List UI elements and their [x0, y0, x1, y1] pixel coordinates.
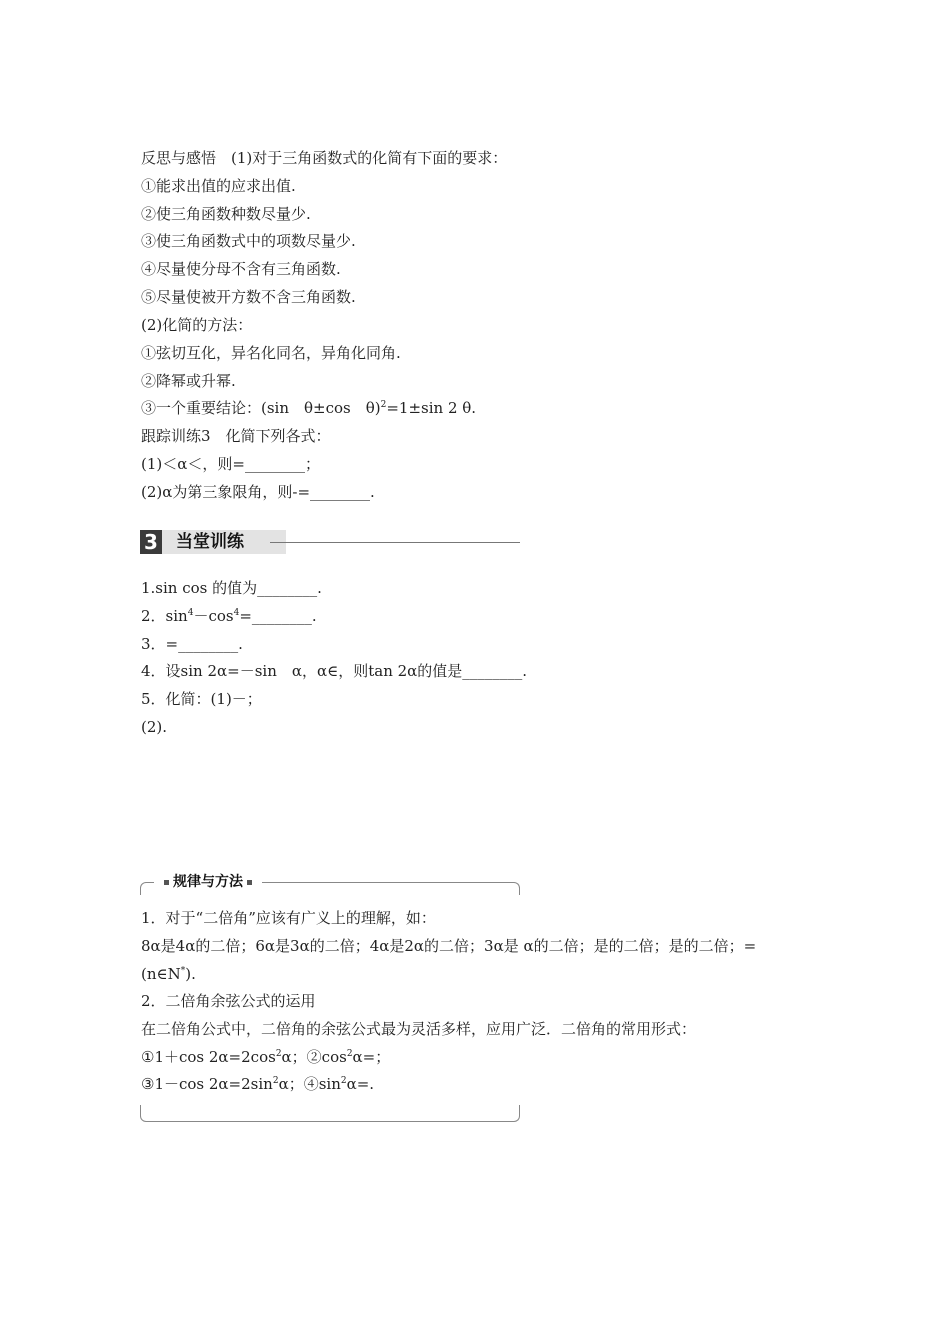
method-title: (2)化简的方法： [141, 316, 253, 334]
section-title: 当堂训练 [176, 532, 244, 552]
formula-line-1 [141, 1047, 390, 1067]
exercise-2-text-end: =________. [239, 607, 317, 625]
square-bullet-icon [164, 880, 169, 885]
formula-line-2 [141, 1074, 374, 1094]
method-3 [141, 398, 476, 418]
formula-1-exponent-2: 2 [346, 1049, 353, 1059]
tracking-question-1: (1)＜α＜，则=________； [141, 455, 320, 473]
tracking-question-2: (2)α为第三象限角，则-=________. [141, 483, 375, 501]
exercise-2-text-mid: －cos [193, 607, 234, 625]
method-3-text-end: =1±sin 2 θ. [386, 399, 477, 417]
formula-1-exponent: 2 [275, 1049, 282, 1059]
rules-box-bottom-border [140, 1105, 520, 1122]
rules-point-1-body [141, 932, 811, 988]
rules-title-text: 规律与方法 [173, 874, 243, 890]
requirement-4: ④尽量使分母不含有三角函数. [141, 260, 341, 278]
requirement-5: ⑤尽量使被开方数不含三角函数. [141, 288, 356, 306]
rules-point-1-text: 8α是4α的二倍；6α是3α的二倍；4α是2α的二倍；3α是 α的二倍；是的二倍；是的二倍；=(n∈N [141, 937, 757, 983]
method-3-text: ③一个重要结论：(sin θ±cos θ) [141, 399, 381, 417]
rules-point-1-text-end: ). [185, 965, 196, 983]
formula-2-exponent-2: 2 [340, 1076, 347, 1086]
section-header [140, 530, 520, 556]
exercise-4: 4．设sin 2α=－sin α，α∈，则tan 2α的值是________. [141, 662, 528, 680]
rules-point-1-title: 1．对于“二倍角”应该有广义上的理解，如： [141, 909, 436, 927]
exercise-2 [141, 606, 317, 626]
formula-1-text-end: α=； [352, 1048, 391, 1066]
formula-1-text-mid: α；②cos [281, 1048, 347, 1066]
rules-point-2-title: 2．二倍角余弦公式的运用 [141, 992, 316, 1010]
reflection-heading: 反思与感悟 (1)对于三角函数式的化简有下面的要求： [141, 149, 508, 167]
exercise-2-text: 2．sin [141, 607, 188, 625]
formula-2-text-end: α=. [346, 1075, 375, 1093]
section-divider [270, 542, 520, 543]
method-1: ①弦切互化，异名化同名，异角化同角. [141, 344, 401, 362]
rules-point-1-superscript: * [180, 966, 186, 976]
formula-1-text: ①1＋cos 2α=2cos [141, 1048, 276, 1066]
exercise-5: 5．化简：(1)－； [141, 690, 262, 708]
exercise-1: 1.sin cos 的值为________. [141, 579, 322, 597]
method-2: ②降幂或升幂. [141, 372, 236, 390]
exercise-5-part-2: (2). [141, 718, 168, 736]
requirement-3: ③使三角函数式中的项数尽量少. [141, 232, 356, 250]
requirement-1: ①能求出值的应求出值. [141, 177, 296, 195]
rules-box-title [154, 872, 262, 892]
requirement-2: ②使三角函数种数尽量少. [141, 205, 311, 223]
exercise-2-exponent: 4 [187, 608, 194, 618]
square-bullet-icon [247, 880, 252, 885]
formula-2-exponent: 2 [272, 1076, 279, 1086]
tracking-title: 跟踪训练3 化简下列各式： [141, 427, 331, 445]
exercise-3: 3．=________. [141, 635, 243, 653]
formula-2-text-mid: α；④sin [278, 1075, 341, 1093]
section-number: 3 [140, 530, 162, 554]
rules-point-2-body: 在二倍角公式中，二倍角的余弦公式最为灵活多样，应用广泛．二倍角的常用形式： [141, 1020, 697, 1038]
formula-2-text: ③1－cos 2α=2sin [141, 1075, 273, 1093]
method-3-exponent: 2 [380, 400, 387, 410]
exercise-2-exponent-2: 4 [233, 608, 240, 618]
